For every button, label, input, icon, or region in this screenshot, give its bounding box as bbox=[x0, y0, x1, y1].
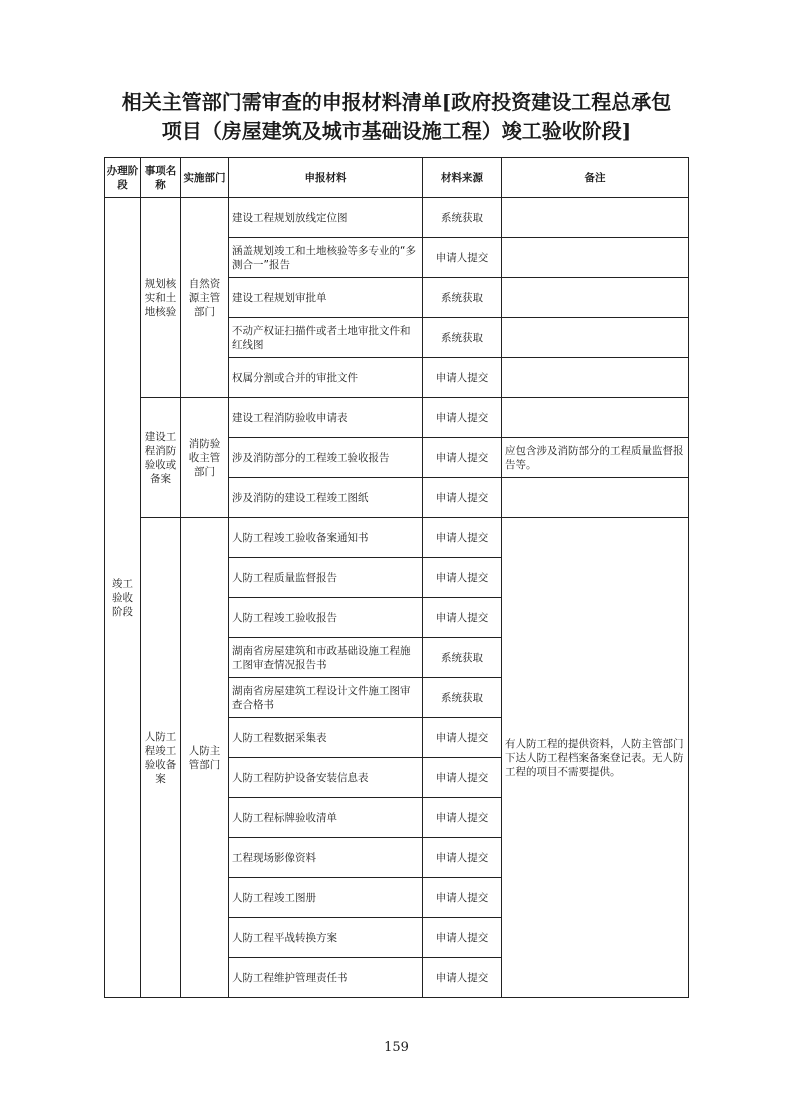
material-cell: 人防工程竣工验收备案通知书 bbox=[229, 518, 423, 558]
title-line-2: 项目（房屋建筑及城市基础设施工程）竣工验收阶段] bbox=[161, 119, 632, 143]
item-cell: 人防工程竣工验收备案 bbox=[141, 518, 181, 998]
header-source: 材料来源 bbox=[423, 158, 502, 198]
page-title bbox=[60, 88, 733, 146]
source-cell: 申请人提交 bbox=[423, 918, 502, 958]
source-cell: 申请人提交 bbox=[423, 398, 502, 438]
source-cell: 申请人提交 bbox=[423, 238, 502, 278]
material-cell: 湖南省房屋建筑工程设计文件施工图审查合格书 bbox=[229, 678, 423, 718]
title-line-1: 相关主管部门需审查的申报材料清单[政府投资建设工程总承包 bbox=[121, 90, 672, 114]
source-cell: 申请人提交 bbox=[423, 558, 502, 598]
table-row bbox=[105, 518, 689, 558]
material-cell: 工程现场影像资料 bbox=[229, 838, 423, 878]
dept-cell: 自然资源主管部门 bbox=[181, 198, 229, 398]
page-number: 159 bbox=[384, 1040, 409, 1055]
source-cell: 系统获取 bbox=[423, 198, 502, 238]
source-cell: 申请人提交 bbox=[423, 518, 502, 558]
material-cell: 建设工程规划放线定位图 bbox=[229, 198, 423, 238]
source-cell: 申请人提交 bbox=[423, 878, 502, 918]
note-cell: 应包含涉及消防部分的工程质量监督报告等。 bbox=[502, 438, 689, 478]
source-cell: 申请人提交 bbox=[423, 838, 502, 878]
material-cell: 人防工程标牌验收清单 bbox=[229, 798, 423, 838]
material-cell: 涉及消防部分的工程竣工验收报告 bbox=[229, 438, 423, 478]
table-row bbox=[105, 198, 689, 238]
material-cell: 人防工程平战转换方案 bbox=[229, 918, 423, 958]
source-cell: 申请人提交 bbox=[423, 478, 502, 518]
material-cell: 权属分割或合并的审批文件 bbox=[229, 358, 423, 398]
stage-cell: 竣工验收阶段 bbox=[105, 198, 141, 998]
note-cell bbox=[502, 398, 689, 438]
header-note: 备注 bbox=[502, 158, 689, 198]
source-cell: 系统获取 bbox=[423, 638, 502, 678]
note-cell bbox=[502, 318, 689, 358]
source-cell: 申请人提交 bbox=[423, 438, 502, 478]
material-cell: 人防工程数据采集表 bbox=[229, 718, 423, 758]
material-cell: 人防工程竣工验收报告 bbox=[229, 598, 423, 638]
material-cell: 不动产权证扫描件或者土地审批文件和红线图 bbox=[229, 318, 423, 358]
material-cell: 涵盖规划竣工和土地核验等多专业的“多测合一”报告 bbox=[229, 238, 423, 278]
materials-table bbox=[104, 157, 689, 998]
item-cell: 建设工程消防验收或备案 bbox=[141, 398, 181, 518]
material-cell: 人防工程防护设备安装信息表 bbox=[229, 758, 423, 798]
material-cell: 人防工程维护管理责任书 bbox=[229, 958, 423, 998]
material-cell: 涉及消防的建设工程竣工图纸 bbox=[229, 478, 423, 518]
material-cell: 人防工程质量监督报告 bbox=[229, 558, 423, 598]
source-cell: 申请人提交 bbox=[423, 598, 502, 638]
material-cell: 湖南省房屋建筑和市政基础设施工程施工图审查情况报告书 bbox=[229, 638, 423, 678]
table-row bbox=[105, 398, 689, 438]
source-cell: 系统获取 bbox=[423, 678, 502, 718]
header-item: 事项名称 bbox=[141, 158, 181, 198]
table-header-row bbox=[105, 158, 689, 198]
source-cell: 申请人提交 bbox=[423, 758, 502, 798]
item-cell: 规划核实和土地核验 bbox=[141, 198, 181, 398]
header-stage: 办理阶段 bbox=[105, 158, 141, 198]
material-cell: 建设工程消防验收申请表 bbox=[229, 398, 423, 438]
note-cell: 有人防工程的提供资料，人防主管部门下达人防工程档案备案登记表。无人防工程的项目不需要提供。 bbox=[502, 518, 689, 998]
header-dept: 实施部门 bbox=[181, 158, 229, 198]
source-cell: 申请人提交 bbox=[423, 958, 502, 998]
note-cell bbox=[502, 278, 689, 318]
material-cell: 人防工程竣工图册 bbox=[229, 878, 423, 918]
source-cell: 系统获取 bbox=[423, 278, 502, 318]
source-cell: 申请人提交 bbox=[423, 358, 502, 398]
header-material: 申报材料 bbox=[229, 158, 423, 198]
source-cell: 申请人提交 bbox=[423, 798, 502, 838]
source-cell: 申请人提交 bbox=[423, 718, 502, 758]
dept-cell: 消防验收主管部门 bbox=[181, 398, 229, 518]
note-cell bbox=[502, 358, 689, 398]
note-cell bbox=[502, 478, 689, 518]
note-cell bbox=[502, 198, 689, 238]
source-cell: 系统获取 bbox=[423, 318, 502, 358]
dept-cell: 人防主管部门 bbox=[181, 518, 229, 998]
material-cell: 建设工程规划审批单 bbox=[229, 278, 423, 318]
note-cell bbox=[502, 238, 689, 278]
